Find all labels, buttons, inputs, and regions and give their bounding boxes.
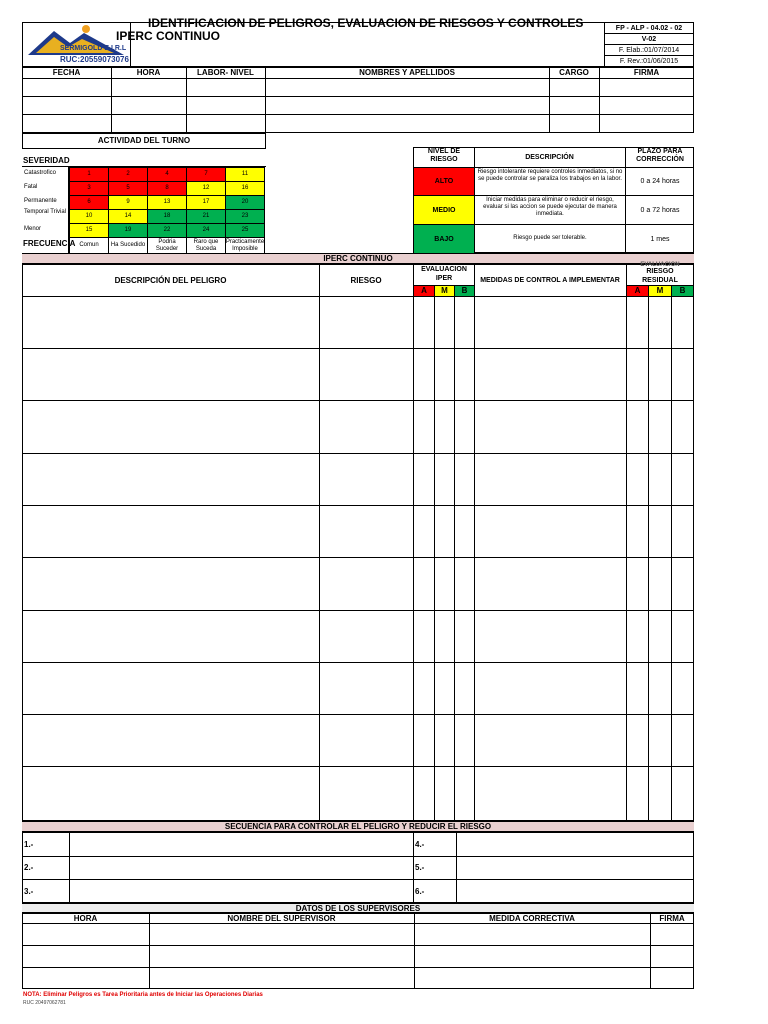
sup-header-nombre: NOMBRE DEL SUPERVISOR xyxy=(227,914,336,923)
iperc-row-divider xyxy=(22,714,694,715)
sequence-step-3: 3.- xyxy=(24,887,34,896)
risk-desc-bajo: Riesgo puede ser tolerable. xyxy=(513,235,587,241)
risk-plazo-medio: 0 a 72 horas xyxy=(640,207,680,214)
iperc-row-divider xyxy=(22,557,694,558)
form-version: V-02 xyxy=(641,36,657,43)
eval-b: B xyxy=(461,286,468,295)
sequence-step-2: 2.- xyxy=(24,863,34,872)
matrix-cell: 11 xyxy=(225,167,265,182)
matrix-cell: 21 xyxy=(186,209,226,224)
risk-plazo-bajo: 1 mes xyxy=(650,236,670,243)
matrix-cell: 15 xyxy=(69,223,109,238)
frequency-label: Ha Sucedido xyxy=(108,237,148,254)
residual-b: B xyxy=(679,286,686,295)
risk-level-alto-label: ALTO xyxy=(434,178,454,185)
matrix-cell: 25 xyxy=(225,223,265,238)
matrix-cell: 17 xyxy=(186,195,226,210)
sup-header-medida: MEDIDA CORRECTIVA xyxy=(489,914,575,923)
page-subtitle: IPERC CONTINUO xyxy=(116,29,221,43)
matrix-cell: 24 xyxy=(186,223,226,238)
iperc-row-divider xyxy=(22,400,694,401)
sequence-step-4: 4.- xyxy=(415,840,425,849)
frequency-label: Podria Suceder xyxy=(147,237,187,254)
matrix-cell: 1 xyxy=(69,167,109,182)
matrix-cell: 10 xyxy=(69,209,109,224)
frecuencia-label: FRECUENCIA xyxy=(23,239,76,248)
sequence-step-5: 5.- xyxy=(415,863,425,872)
iperc-band: IPERC CONTINUO xyxy=(22,253,694,264)
severity-label: Permanente xyxy=(24,198,57,204)
header-nombres: NOMBRES Y APELLIDOS xyxy=(359,68,455,77)
iperc-row-divider xyxy=(22,610,694,611)
footer-note: NOTA: Eliminar Peligros es Tarea Prioritaria antes de Iniciar las Operaciones Diarias xyxy=(23,992,263,998)
header-cargo: CARGO xyxy=(559,68,589,77)
severity-label: Temporal Trivial xyxy=(24,209,67,215)
supervisors-table xyxy=(22,913,694,989)
risk-level-bajo-label: BAJO xyxy=(434,236,454,243)
sup-header-hora: HORA xyxy=(73,914,98,923)
matrix-cell: 19 xyxy=(108,223,148,238)
frequency-label: Comun xyxy=(69,237,109,254)
form-code: FP - ALP - 04.02 - 02 xyxy=(615,25,683,32)
sequence-step-1: 1.- xyxy=(24,840,34,849)
sup-header-firma: FIRMA xyxy=(659,914,685,923)
sequence-table xyxy=(22,832,694,903)
residual-a: A xyxy=(634,286,641,295)
iperc-row-divider xyxy=(22,505,694,506)
sequence-band: SECUENCIA PARA CONTROLAR EL PELIGRO Y REDUCIR EL RIESGO xyxy=(22,821,694,832)
risk-header-plazo: PLAZO PARA CORRECCIÓN xyxy=(636,148,684,163)
header-hora: HORA xyxy=(136,68,161,77)
matrix-cell: 4 xyxy=(147,167,187,182)
eval-a: A xyxy=(421,286,427,295)
matrix-cell: 8 xyxy=(147,181,187,196)
residual-m: M xyxy=(656,286,664,295)
header-labor: LABOR- NIVEL xyxy=(197,68,254,77)
header-firma: FIRMA xyxy=(633,68,660,77)
iperc-row-divider xyxy=(22,453,694,454)
matrix-cell: 3 xyxy=(69,181,109,196)
severity-label: Catastrofico xyxy=(24,170,57,176)
matrix-cell: 18 xyxy=(147,209,187,224)
company-ruc: RUC:20559073076 xyxy=(60,55,129,64)
frequency-label: Practicamente Imposible xyxy=(225,237,265,254)
matrix-cell: 23 xyxy=(225,209,265,224)
form-elab-date: F. Elab.:01/07/2014 xyxy=(618,47,680,54)
eval-m: M xyxy=(441,286,448,295)
matrix-cell: 20 xyxy=(225,195,265,210)
frequency-label: Raro que Suceda xyxy=(186,237,226,254)
col-residual-top: EVALUACION xyxy=(640,262,680,268)
severidad-label: SEVERIDAD xyxy=(23,156,70,165)
matrix-cell: 6 xyxy=(69,195,109,210)
risk-level-medio-label: MEDIO xyxy=(432,207,456,214)
matrix-cell: 7 xyxy=(186,167,226,182)
supervisors-band: DATOS DE LOS SUPERVISORES xyxy=(22,903,694,913)
iperc-row-divider xyxy=(22,766,694,767)
risk-desc-medio: Iniciar medidas para eliminar o reducir el riesgo, evaluar si las accion se puede ejecutar de manera inmediata. xyxy=(483,197,617,217)
col-residual: RIESGO RESIDUAL xyxy=(642,268,678,284)
col-medidas: MEDIDAS DE CONTROL A IMPLEMENTAR xyxy=(480,277,620,284)
col-eval: EVALUACION IPER xyxy=(421,266,467,282)
page-title: IDENTIFICACION DE PELIGROS, EVALUACION DE RIESGOS Y CONTROLES xyxy=(148,16,584,30)
iperc-row-divider xyxy=(22,662,694,663)
risk-desc-alto: Riesgo intolerante requiere controles inmediatos, si no se puede controlar se paraliza los trabajos en la labor. xyxy=(477,169,623,182)
severity-label: Menor xyxy=(24,226,42,232)
matrix-cell: 22 xyxy=(147,223,187,238)
col-riesgo: RIESGO xyxy=(350,276,382,285)
matrix-cell: 5 xyxy=(108,181,148,196)
matrix-cell: 9 xyxy=(108,195,148,210)
iperc-row-divider xyxy=(22,348,694,349)
severity-label: Fatal xyxy=(24,184,38,190)
matrix-cell: 2 xyxy=(108,167,148,182)
header-fecha: FECHA xyxy=(52,68,81,77)
col-peligro: DESCRIPCIÓN DEL PELIGRO xyxy=(114,276,227,285)
risk-plazo-alto: 0 a 24 horas xyxy=(640,178,680,185)
matrix-cell: 12 xyxy=(186,181,226,196)
matrix-cell: 13 xyxy=(147,195,187,210)
sequence-step-6: 6.- xyxy=(415,887,425,896)
matrix-cell: 14 xyxy=(108,209,148,224)
company-name: SERMIGOLD E.I.R.L xyxy=(60,45,127,52)
footer-ruc: RUC 20497062781 xyxy=(23,1000,66,1006)
activity-label: ACTIVIDAD DEL TURNO xyxy=(97,136,191,145)
matrix-cell: 16 xyxy=(225,181,265,196)
risk-header-level: NIVEL DE RIESGO xyxy=(427,148,461,163)
form-rev-date: F. Rev.:01/06/2015 xyxy=(619,58,679,65)
risk-header-desc: DESCRIPCIÓN xyxy=(525,154,574,161)
